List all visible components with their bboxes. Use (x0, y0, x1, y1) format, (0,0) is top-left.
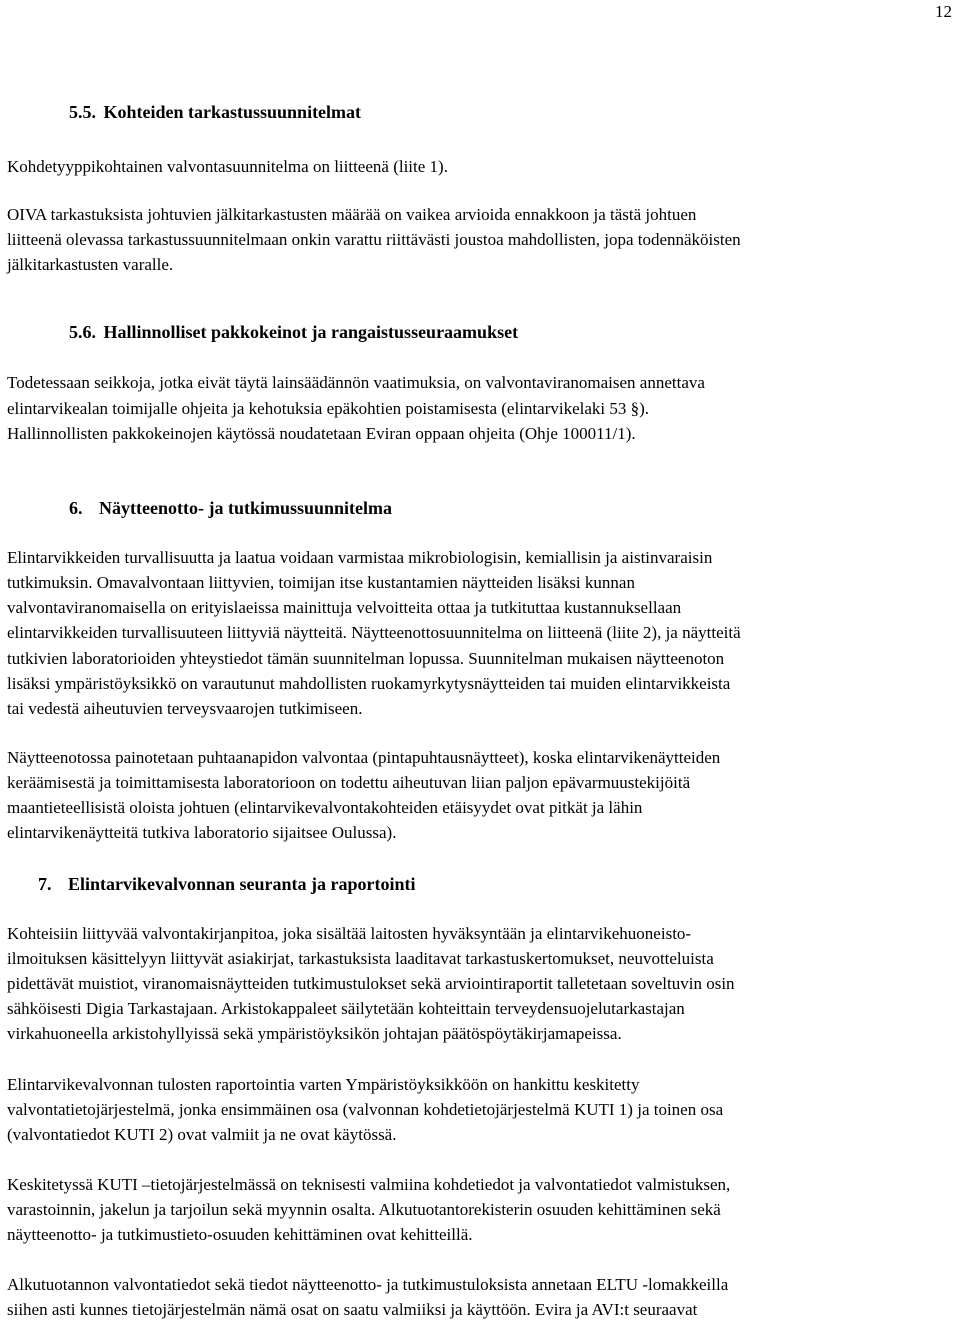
paragraph-line: liitteenä olevassa tarkastussuunnitelmaan onkin varattu riittävästi joustoa mahdollisten, jopa todennäköisten (7, 230, 741, 249)
paragraph-line: varastoinnin, jakelun ja tarjoilun sekä myynnin osalta. Alkutuotantorekisterin osuuden kehittäminen sekä (7, 1200, 721, 1219)
paragraph-line: Näytteenotossa painotetaan puhtaanapidon valvontaa (pintapuhtausnäytteet), koska elintarvikenäytteiden (7, 748, 721, 767)
paragraph-line: Elintarvikkeiden turvallisuutta ja laatua voidaan varmistaa mikrobiologisin, kemiallisin ja aistinvaraisin (7, 548, 713, 567)
paragraph-line: näytteenotto- ja tutkimustieto-osuuden kehittäminen ovat kehitteillä. (7, 1225, 473, 1244)
paragraph-line: tutkivien laboratorioiden yhteystiedot tämän suunnitelman lopussa. Suunnitelman mukaisen näytteenoton (7, 649, 725, 668)
paragraph-line: jälkitarkastusten varalle. (7, 255, 174, 274)
paragraph-line: valvontaviranomaisella on erityislaeissa mainittuja velvoitteita ottaa ja tutkituttaa kustannuksellaan (7, 598, 682, 617)
paragraph-line: pidettävät muistiot, viranomaisnäytteiden tutkimustulokset sekä arviointiraportit talletetaan soveltuvin osin (7, 974, 735, 993)
paragraph-line: Todetessaan seikkoja, jotka eivät täytä lainsäädännön vaatimuksia, on valvontaviranomaisen annettava (7, 373, 705, 392)
section-number: 5.6. (69, 322, 96, 342)
paragraph-line: Kohdetyyppikohtainen valvontasuunnitelma on liitteenä (liite 1). (7, 157, 448, 176)
paragraph-line: sähköisesti Digia Tarkastajaan. Arkistokappaleet säilytetään kohteittain terveydensuojelutarkastajan (7, 999, 685, 1018)
paragraph-line: tutkimuksin. Omavalvontaan liittyvien, toimijan itse kustantamien näytteiden lisäksi kunnan (7, 573, 635, 592)
paragraph-line: virkahuoneella arkistohyllyissä sekä ympäristöyksikön johtajan päätöspöytäkirjamapeissa. (7, 1024, 622, 1043)
section-heading-5-6 (69, 320, 518, 344)
paragraph-line: elintarvikenäytteitä tutkiva laboratorio sijaitsee Oulussa). (7, 823, 397, 842)
paragraph-line: lisäksi ympäristöyksikkö on varautunut mahdollisten ruokamyrkytysnäytteiden tai muiden elintarvikkeista (7, 674, 731, 693)
paragraph-line: (valvontatiedot KUTI 2) ovat valmiit ja ne ovat käytössä. (7, 1125, 397, 1144)
paragraph-line: Kohteisiin liittyvää valvontakirjanpitoa, joka sisältää laitosten hyväksyntään ja elintarvikehuoneisto- (7, 924, 692, 943)
paragraph-line: elintarvikealan toimijalle ohjeita ja kehotuksia epäkohtien poistamisesta (elintarvikelaki 53 §). (7, 399, 650, 418)
section-number: 6. (69, 498, 83, 518)
paragraph-line: Elintarvikevalvonnan tulosten raportointia varten Ympäristöyksikköön on hankittu keskitetty (7, 1075, 640, 1094)
paragraph-line: siihen asti kunnes tietojärjestelmän nämä osat on saatu valmiiksi ja käyttöön. Evira ja AVI:t seuraavat (7, 1300, 698, 1319)
paragraph-line: Alkutuotannon valvontatiedot sekä tiedot näytteenotto- ja tutkimustuloksista annetaan ELTU -lomakkeilla (7, 1275, 729, 1294)
section-number: 7. (38, 874, 52, 894)
section-title: Kohteiden tarkastussuunnitelmat (103, 102, 362, 122)
paragraph-line: tai vedestä aiheutuvien terveysvaarojen tutkimiseen. (7, 699, 363, 718)
section-number: 5.5. (69, 102, 96, 122)
paragraph-line: maantieteellisistä oloista johtuen (elintarvikevalvontakohteiden etäisyydet ovat pitkät ja lähin (7, 798, 643, 817)
section-title: Näytteenotto- ja tutkimussuunnitelma (99, 498, 393, 518)
section-heading-7 (38, 872, 416, 896)
paragraph-line: keräämisestä ja toimittamisesta laboratorioon on todettu aiheutuvan liian paljon epävarmuustekijöitä (7, 773, 691, 792)
paragraph-line: valvontatietojärjestelmä, jonka ensimmäinen osa (valvonnan kohdetietojärjestelmä KUTI 1) ja toinen osa (7, 1100, 724, 1119)
paragraph-line: Hallinnollisten pakkokeinojen käytössä noudatetaan Eviran oppaan ohjeita (Ohje 100011/1). (7, 424, 636, 443)
paragraph-line: elintarvikkeiden turvallisuuteen liittyviä näytteitä. Näytteenottosuunnitelma on liitteenä (liite 2), ja näytteitä (7, 623, 741, 642)
page-number: 12 (935, 2, 952, 21)
section-heading-6 (69, 496, 392, 520)
section-title: Hallinnolliset pakkokeinot ja rangaistusseuraamukset (103, 322, 519, 342)
section-heading-5-5 (69, 100, 361, 124)
paragraph-line: Keskitetyssä KUTI –tietojärjestelmässä on teknisesti valmiina kohdetiedot ja valvontatiedot valmistuksen, (7, 1175, 731, 1194)
paragraph-line: ilmoituksen käsittelyyn liittyvät asiakirjat, tarkastuksista laaditavat tarkastuskertomukset, neuvotteluista (7, 949, 714, 968)
paragraph-line: OIVA tarkastuksista johtuvien jälkitarkastusten määrää on vaikea arvioida ennakkoon ja tästä johtuen (7, 205, 697, 224)
section-title: Elintarvikevalvonnan seuranta ja raportointi (68, 874, 416, 894)
